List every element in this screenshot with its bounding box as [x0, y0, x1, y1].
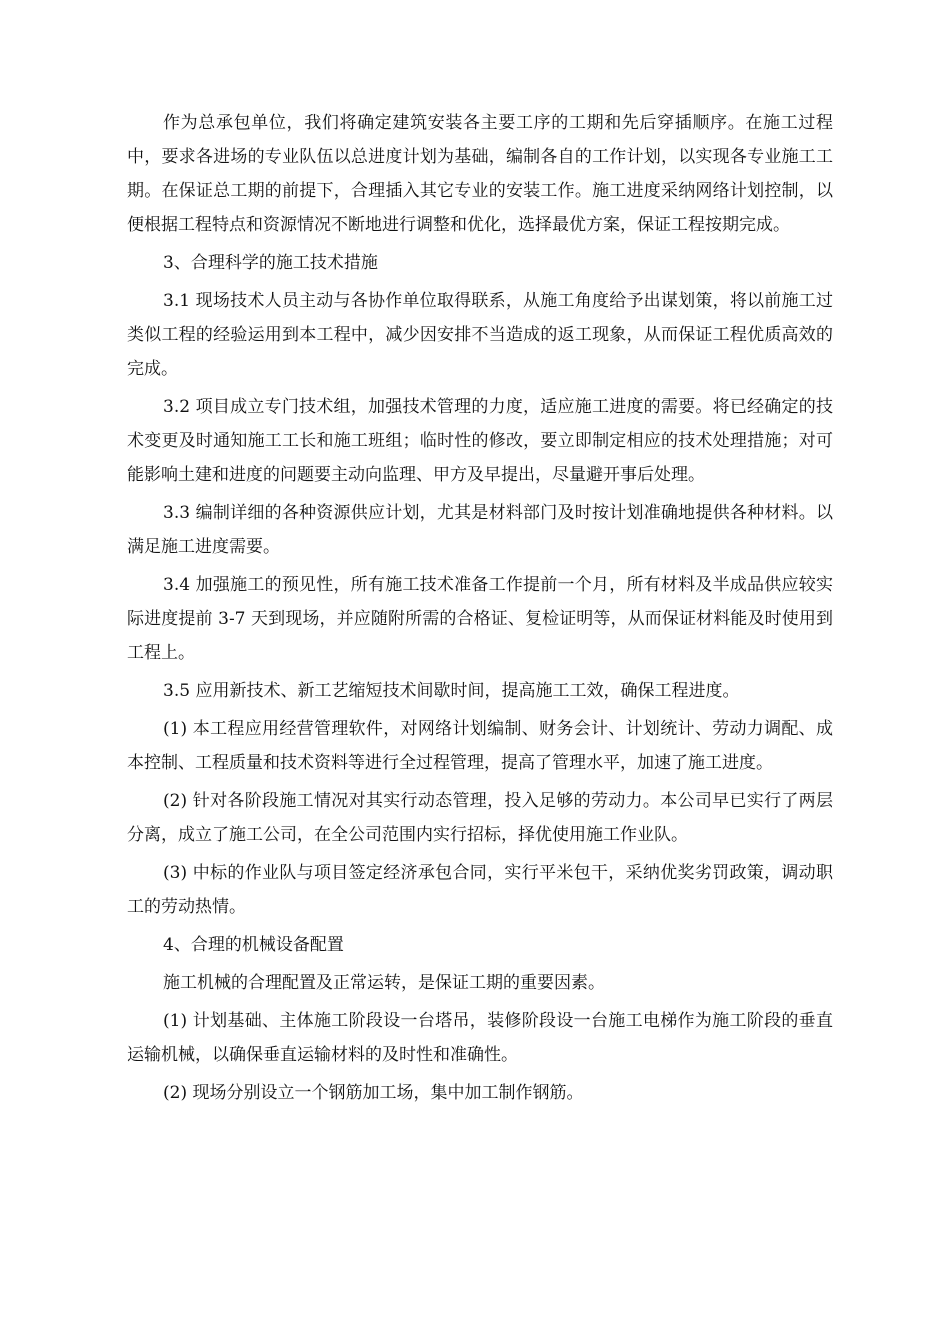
section-heading-4: 4、合理的机械设备配置	[163, 935, 344, 955]
list-item-3-5-2: (2) 针对各阶段施工情况对其实行动态管理，投入足够的劳动力。本公司早已实行了两层分离，成立了施工公司，在全公司范围内实行招标，择优使用施工作业队。	[127, 791, 833, 845]
document-body	[127, 106, 833, 1114]
paragraph-4-intro: 施工机械的合理配置及正常运转，是保证工期的重要因素。	[163, 973, 605, 993]
list-item-3-5-3: (3) 中标的作业队与项目签定经济承包合同，实行平米包干，采纳优奖劣罚政策，调动职工的劳动热情。	[127, 863, 833, 917]
paragraph-3-4: 3.4 加强施工的预见性，所有施工技术准备工作提前一个月，所有材料及半成品供应较实际进度提前 3-7 天到现场，并应随附所需的合格证、复检证明等，从而保证材料能及时使用到工程上。	[127, 575, 833, 663]
paragraph-3-1: 3.1 现场技术人员主动与各协作单位取得联系，从施工角度给予出谋划策，将以前施工过类似工程的经验运用到本工程中，减少因安排不当造成的返工现象，从而保证工程优质高效的完成。	[127, 291, 833, 379]
paragraph-3-2: 3.2 项目成立专门技术组，加强技术管理的力度，适应施工进度的需要。将已经确定的技术变更及时通知施工工长和施工班组；临时性的修改，要立即制定相应的技术处理措施；对可能影响土建和进度的问题要主动向监理、甲方及早提出，尽量避开事后处理。	[127, 397, 833, 485]
section-heading-3: 3、合理科学的施工技术措施	[163, 253, 378, 273]
list-item-4-1: (1) 计划基础、主体施工阶段设一台塔吊，装修阶段设一台施工电梯作为施工阶段的垂直运输机械，以确保垂直运输材料的及时性和准确性。	[127, 1011, 833, 1065]
paragraph-3-5: 3.5 应用新技术、新工艺缩短技术间歇时间，提高施工工效，确保工程进度。	[163, 681, 740, 701]
list-item-4-2: (2) 现场分别设立一个钢筋加工场，集中加工制作钢筋。	[163, 1083, 584, 1103]
paragraph-3-3: 3.3 编制详细的各种资源供应计划，尤其是材料部门及时按计划准确地提供各种材料。以满足施工进度需要。	[127, 503, 833, 557]
paragraph-intro: 作为总承包单位，我们将确定建筑安装各主要工序的工期和先后穿插顺序。在施工过程中，要求各进场的专业队伍以总进度计划为基础，编制各自的工作计划，以实现各专业施工工期。在保证总工期的前提下，合理插入其它专业的安装工作。施工进度采纳网络计划控制，以便根据工程特点和资源情况不断地进行调整和优化，选择最优方案，保证工程按期完成。	[127, 113, 833, 235]
list-item-3-5-1: (1) 本工程应用经营管理软件，对网络计划编制、财务会计、计划统计、劳动力调配、成本控制、工程质量和技术资料等进行全过程管理，提高了管理水平，加速了施工进度。	[127, 719, 833, 773]
